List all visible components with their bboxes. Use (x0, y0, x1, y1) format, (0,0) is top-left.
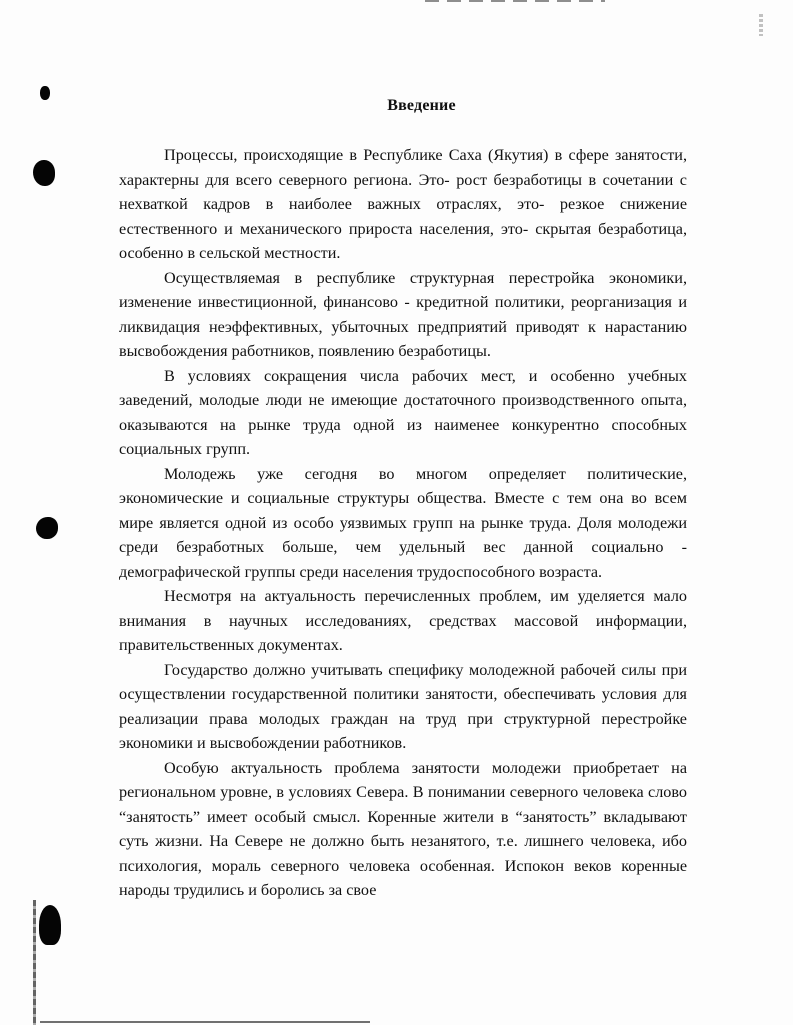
paragraph: Несмотря на актуальность перечисленных проблем, им уделяется мало внимания в научных исследованиях, средствах массовой информации, правительственных документах. (119, 587, 687, 654)
binder-hole-4 (39, 905, 61, 945)
paragraph: Особую актуальность проблема занятости молодежи приобретает на региональном уровне, в условиях Севера. В понимании северного человека слово “занятость” имеет особый смысл. Коренные жители в “занятость” вкладывают суть жизни. На Севере не должно быть незанятого, т.е. лишнего человека, ибо психология, мораль северного человека особенная. Испокон веков коренные народы трудились и боролись за свое (119, 758, 687, 899)
paragraph: Процессы, происходящие в Республике Саха (Якутия) в сфере занятости, характерны для всего северного региона. Это- рост безработицы в сочетании с нехваткой кадров в наиболее важных отраслях, это- резкое снижение естественного и механического прироста населения, это- скрытая безработица, особенно в сельской местности. (119, 146, 687, 262)
scan-artifact-bottom (40, 1021, 370, 1023)
paragraph: В условиях сокращения числа рабочих мест, и особенно учебных заведений, молодые люди не имеющие достаточного производственного опыта, оказываются на рынке труда одной из наименее конкурентно способных социальных групп. (119, 366, 687, 458)
scan-artifact-left-edge (33, 900, 36, 1025)
paragraph: Осуществляемая в республике структурная перестройка экономики, изменение инвестиционной, финансово - кредитной политики, реорганизация и ликвидация неэффективных, убыточных предприятий приводят к нарастанию высвобождения работников, появлению безработицы. (119, 268, 687, 360)
document-body (119, 143, 687, 903)
scan-artifact-top (425, 0, 605, 2)
binder-hole-3 (36, 517, 58, 539)
paragraph: Государство должно учитывать специфику молодежной рабочей силы при осуществлении государственной политики занятости, обеспечивать условия для реализации права молодых граждан на труд при структурной перестройке экономики и высвобождении работников. (119, 660, 687, 752)
binder-hole-2 (33, 160, 55, 186)
page-title: Введение (387, 97, 456, 114)
scan-artifact-right (759, 14, 763, 36)
paragraph: Молодежь уже сегодня во многом определяет политические, экономические и социальные структуры общества. Вместе с тем она во всем мире является одной из особо уязвимых групп на рынке труда. Доля молодежи среди безработных больше, чем удельный вес данной социально - демографической группы среди населения трудоспособного возраста. (119, 464, 687, 581)
